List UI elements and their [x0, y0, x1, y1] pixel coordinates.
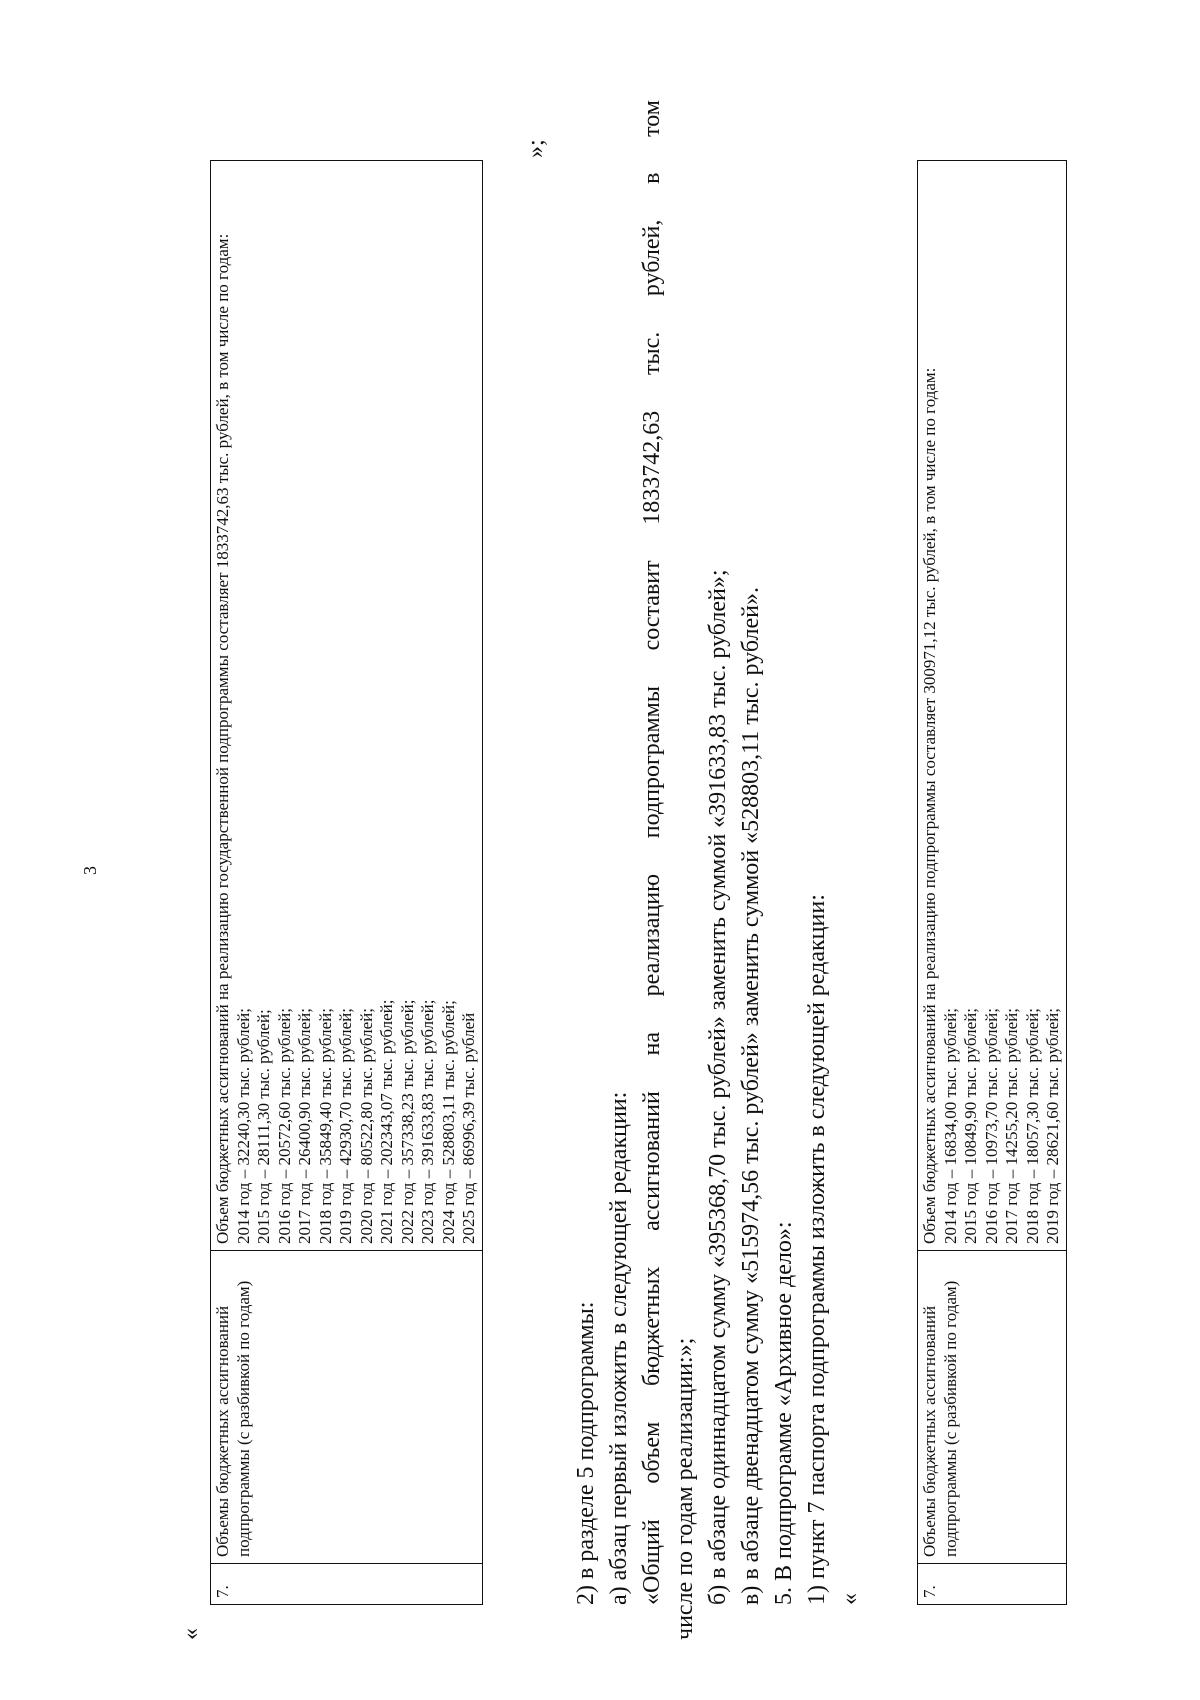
row-number: 7. [918, 1564, 1067, 1605]
table-row [918, 161, 1067, 1605]
year-line: 2022 год – 357338,23 тыс. рублей; [397, 999, 417, 1244]
page-number: 3 [80, 866, 100, 875]
budget-cell [918, 161, 1067, 1251]
row-label: Объемы бюджетных ассигнований подпрограммы (с разбивкой по годам) [211, 1251, 483, 1564]
open-quote-2: « [837, 1593, 863, 1605]
paragraph-point7: 1) пункт 7 паспорта подпрограммы изложить в следующей редакции: [804, 894, 830, 1605]
year-line: 2025 год – 86996,39 тыс. рублей [459, 1012, 478, 1244]
row-label: Объемы бюджетных ассигнований подпрограммы (с разбивкой по годам) [918, 1251, 1067, 1564]
year-line: 2014 год – 32240,30 тыс. рублей; [233, 1008, 253, 1244]
paragraph-b: б) в абзаце одиннадцатом сумму «395368,70 тыс. рублей» заменить суммой «391633,83 тыс. рублей»; [705, 569, 731, 1605]
year-line: 2024 год – 528803,11 тыс. рублей; [438, 1000, 458, 1244]
year-line: 2023 год – 391633,83 тыс. рублей; [418, 999, 437, 1244]
budget-table-2 [917, 160, 1067, 1605]
year-line: 2014 год – 16834,00 тыс. рублей; [940, 1008, 960, 1244]
paragraph-quote-line2: числе по годам реализации:»; [672, 1337, 698, 1640]
close-quote-1: »; [523, 139, 549, 158]
year-line: 2018 год – 35849,40 тыс. рублей; [315, 1008, 335, 1244]
year-line: 2020 год – 80522,80 тыс. рублей; [356, 1008, 376, 1244]
rotated-page-content [70, 100, 1062, 1640]
paragraph-quote-line1: «Общий объем бюджетных ассигнований на реализацию подпрограммы составит 1833742,63 тыс. рублей, в том [639, 100, 665, 1605]
row-number: 7. [211, 1564, 483, 1605]
open-quote-1: « [178, 1628, 204, 1640]
year-line: 2015 год – 28111,30 тыс. рублей; [254, 1009, 273, 1244]
year-line: 2021 год – 202343,07 тыс. рублей; [377, 999, 396, 1244]
year-line: 2015 год – 10849,90 тыс. рублей; [961, 1008, 980, 1244]
year-line: 2017 год – 26400,90 тыс. рублей; [295, 1008, 314, 1244]
year-line: 2018 год – 18057,30 тыс. рублей; [1022, 1008, 1042, 1244]
paragraph-section5: 2) в разделе 5 подпрограммы: [573, 1301, 599, 1605]
year-line: 2019 год – 28621,60 тыс. рублей; [1043, 1008, 1062, 1244]
body-text [570, 100, 867, 1640]
paragraph-v: в) в абзаце двенадцатом сумму «515974,56 тыс. рублей» заменить суммой «528803,11 тыс. рублей». [738, 587, 764, 1605]
year-line: 2017 год – 14255,20 тыс. рублей; [1002, 1008, 1021, 1244]
year-line: 2016 год – 20572,60 тыс. рублей; [274, 1008, 294, 1244]
paragraph-archive: 5. В подпрограмме «Архивное дело»: [771, 1221, 797, 1605]
year-line: 2019 год – 42930,70 тыс. рублей; [336, 1008, 355, 1244]
budget-intro: Объем бюджетных ассигнований на реализацию государственной подпрограммы составляет 1833742,63 тыс. рублей, в том числе по годам: [213, 233, 232, 1244]
budget-cell [211, 161, 483, 1251]
paragraph-a: а) абзац первый изложить в следующей редакции: [606, 1091, 632, 1605]
budget-intro: Объем бюджетных ассигнований на реализацию подпрограммы составляет 300971,12 тыс. рублей, в том числе по годам: [920, 367, 939, 1244]
year-line: 2016 год – 10973,70 тыс. рублей; [981, 1008, 1001, 1244]
budget-table-1 [210, 160, 483, 1605]
table-row [211, 161, 483, 1605]
